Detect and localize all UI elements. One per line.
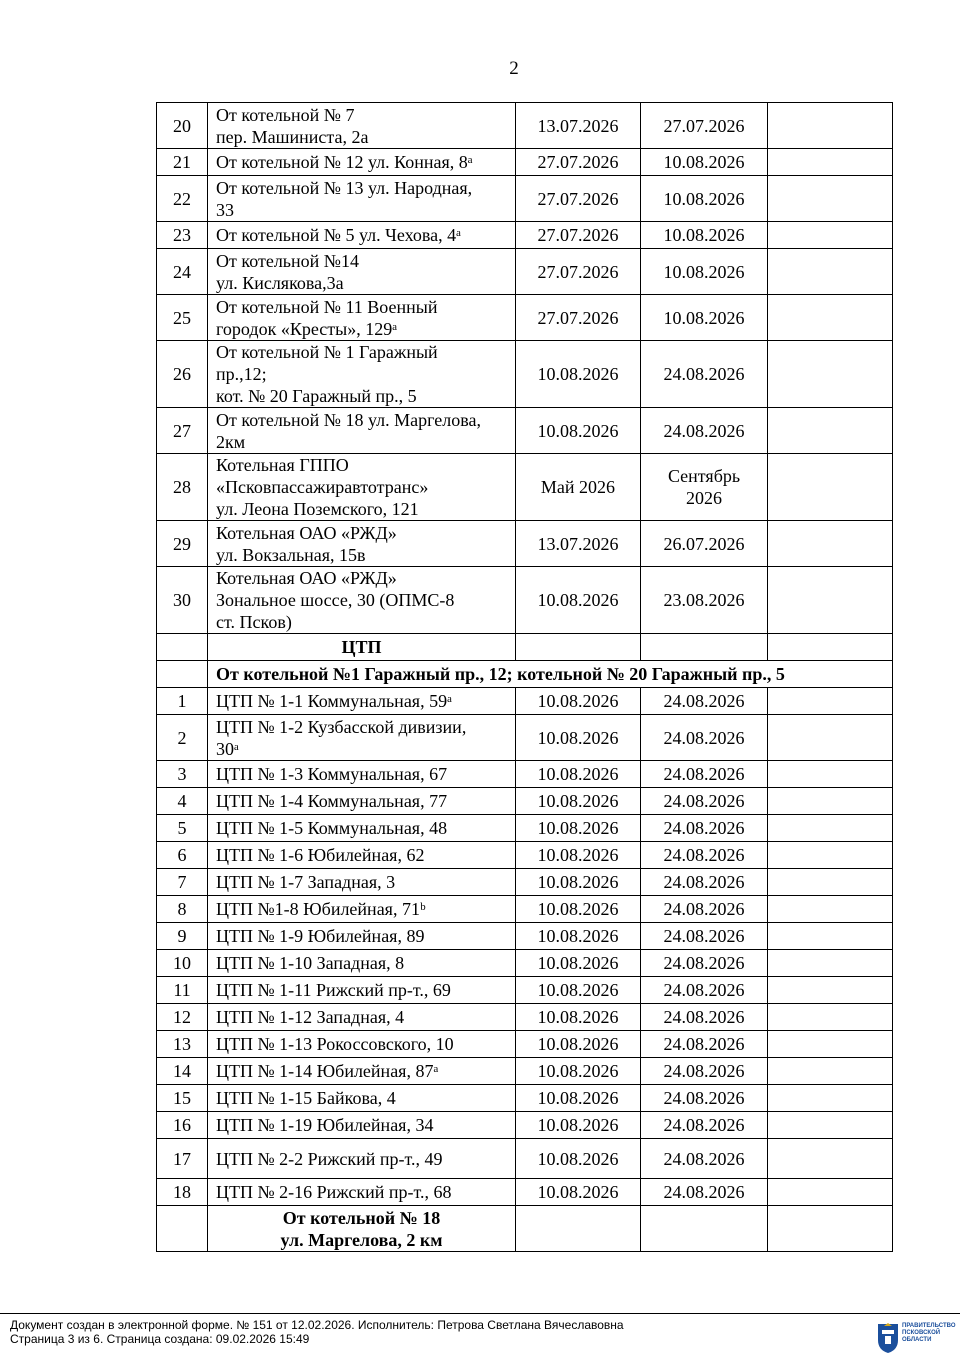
- row-number: 14: [157, 1058, 208, 1085]
- row-note-cell: [768, 869, 893, 896]
- row-number: 12: [157, 1004, 208, 1031]
- row-note-cell: [768, 950, 893, 977]
- row-source: ЦТП № 1-19 Юбилейная, 34: [208, 1112, 516, 1139]
- row-note-cell: [768, 521, 893, 567]
- row-source: От котельной № 11 Военный городок «Кресты», 129ᵃ: [208, 295, 516, 341]
- row-source: ЦТП № 1-1 Коммунальная, 59ᵃ: [208, 688, 516, 715]
- row-note-cell: [768, 896, 893, 923]
- row-end-date: 24.08.2026: [641, 1004, 768, 1031]
- row-number: 25: [157, 295, 208, 341]
- table-row: [157, 815, 893, 842]
- section-empty-cell: [157, 1206, 208, 1252]
- row-number: 24: [157, 249, 208, 295]
- page-number: 2: [509, 58, 519, 79]
- section-empty-cell: [641, 1206, 768, 1252]
- row-end-date: 24.08.2026: [641, 341, 768, 408]
- row-end-date: 10.08.2026: [641, 249, 768, 295]
- row-number: 27: [157, 408, 208, 454]
- row-start-date: 10.08.2026: [516, 1085, 641, 1112]
- row-number: 9: [157, 923, 208, 950]
- row-start-date: 10.08.2026: [516, 842, 641, 869]
- row-start-date: 10.08.2026: [516, 408, 641, 454]
- table-row: [157, 521, 893, 567]
- row-start-date: 27.07.2026: [516, 249, 641, 295]
- row-end-date: 24.08.2026: [641, 1085, 768, 1112]
- table-row: [157, 454, 893, 521]
- row-start-date: 13.07.2026: [516, 521, 641, 567]
- row-note-cell: [768, 842, 893, 869]
- row-number: 17: [157, 1139, 208, 1179]
- row-number: 20: [157, 103, 208, 149]
- row-end-date: 24.08.2026: [641, 715, 768, 761]
- row-start-date: 10.08.2026: [516, 1031, 641, 1058]
- footer-document-info: Документ создан в электронной форме. № 151 от 12.02.2026. Исполнитель: Петрова Светлана Вячеславовна: [10, 1318, 624, 1332]
- row-start-date: 10.08.2026: [516, 788, 641, 815]
- row-note-cell: [768, 454, 893, 521]
- table-row: [157, 1031, 893, 1058]
- row-end-date: 24.08.2026: [641, 1112, 768, 1139]
- row-source: ЦТП № 1-13 Рокоссовского, 10: [208, 1031, 516, 1058]
- row-end-date: 27.07.2026: [641, 103, 768, 149]
- row-note-cell: [768, 977, 893, 1004]
- table-row: [157, 1004, 893, 1031]
- row-source: От котельной № 1 Гаражный пр.,12; кот. № 20 Гаражный пр., 5: [208, 341, 516, 408]
- row-note-cell: [768, 815, 893, 842]
- row-start-date: 10.08.2026: [516, 1058, 641, 1085]
- row-number: 15: [157, 1085, 208, 1112]
- row-source: От котельной № 13 ул. Народная, 33: [208, 176, 516, 222]
- row-source: От котельной № 5 ул. Чехова, 4ᵃ: [208, 222, 516, 249]
- row-start-date: 27.07.2026: [516, 176, 641, 222]
- row-start-date: 10.08.2026: [516, 869, 641, 896]
- row-note-cell: [768, 1031, 893, 1058]
- row-end-date: 26.07.2026: [641, 521, 768, 567]
- row-start-date: 10.08.2026: [516, 567, 641, 634]
- row-source: ЦТП № 1-5 Коммунальная, 48: [208, 815, 516, 842]
- table-row: [157, 567, 893, 634]
- table-row: [157, 341, 893, 408]
- footer: [0, 1313, 960, 1359]
- footer-page-info: Страница 3 из 6. Страница создана: 09.02.2026 15:49: [10, 1332, 310, 1346]
- table-row: [157, 1112, 893, 1139]
- row-note-cell: [768, 103, 893, 149]
- row-start-date: 13.07.2026: [516, 103, 641, 149]
- row-note-cell: [768, 567, 893, 634]
- table-row: [157, 761, 893, 788]
- row-source: Котельная ГППО «Псковпассажиравтотранс» ул. Леона Поземского, 121: [208, 454, 516, 521]
- table-row: [157, 788, 893, 815]
- row-number: 18: [157, 1179, 208, 1206]
- row-number: 16: [157, 1112, 208, 1139]
- row-end-date: Сентябрь 2026: [641, 454, 768, 521]
- row-note-cell: [768, 176, 893, 222]
- row-number: 23: [157, 222, 208, 249]
- row-start-date: 10.08.2026: [516, 950, 641, 977]
- section-empty-cell: [516, 634, 641, 661]
- row-source: Котельная ОАО «РЖД» ул. Вокзальная, 15в: [208, 521, 516, 567]
- row-note-cell: [768, 1112, 893, 1139]
- row-start-date: 10.08.2026: [516, 1139, 641, 1179]
- row-end-date: 24.08.2026: [641, 923, 768, 950]
- row-start-date: 27.07.2026: [516, 222, 641, 249]
- row-number: 28: [157, 454, 208, 521]
- subsection-heading: От котельной №1 Гаражный пр., 12; котельной № 20 Гаражный пр., 5: [208, 661, 893, 688]
- row-end-date: 24.08.2026: [641, 842, 768, 869]
- section-empty-cell: [641, 634, 768, 661]
- row-number: 3: [157, 761, 208, 788]
- row-source: ЦТП №1-8 Юбилейная, 71ᵇ: [208, 896, 516, 923]
- row-start-date: 10.08.2026: [516, 1004, 641, 1031]
- row-end-date: 24.08.2026: [641, 788, 768, 815]
- row-note-cell: [768, 295, 893, 341]
- row-source: От котельной № 18 ул. Маргелова, 2км: [208, 408, 516, 454]
- section-empty-cell: [768, 634, 893, 661]
- row-source: ЦТП № 1-7 Западная, 3: [208, 869, 516, 896]
- row-start-date: 10.08.2026: [516, 761, 641, 788]
- row-start-date: 27.07.2026: [516, 149, 641, 176]
- table-row: [157, 977, 893, 1004]
- row-number: 2: [157, 715, 208, 761]
- row-number: 8: [157, 896, 208, 923]
- row-source: От котельной № 12 ул. Конная, 8ᵃ: [208, 149, 516, 176]
- table-row: [157, 715, 893, 761]
- row-source: ЦТП № 1-4 Коммунальная, 77: [208, 788, 516, 815]
- row-note-cell: [768, 408, 893, 454]
- table-section-row: [157, 634, 893, 661]
- row-end-date: 10.08.2026: [641, 295, 768, 341]
- row-end-date: 24.08.2026: [641, 869, 768, 896]
- section-empty-cell: [516, 1206, 641, 1252]
- table-row: [157, 222, 893, 249]
- table-row: [157, 950, 893, 977]
- table-row: [157, 923, 893, 950]
- row-source: ЦТП № 2-2 Рижский пр-т., 49: [208, 1139, 516, 1179]
- section-empty-cell: [768, 1206, 893, 1252]
- row-end-date: 24.08.2026: [641, 950, 768, 977]
- row-source: ЦТП № 1-2 Кузбасской дивизии, 30ᵃ: [208, 715, 516, 761]
- table-row: [157, 896, 893, 923]
- row-end-date: 24.08.2026: [641, 977, 768, 1004]
- row-source: ЦТП № 1-15 Байкова, 4: [208, 1085, 516, 1112]
- row-note-cell: [768, 923, 893, 950]
- section-empty-cell: [157, 661, 208, 688]
- row-end-date: 24.08.2026: [641, 1139, 768, 1179]
- coat-of-arms-icon: [876, 1322, 900, 1354]
- table-row: [157, 1139, 893, 1179]
- row-start-date: 10.08.2026: [516, 896, 641, 923]
- table-row: [157, 1179, 893, 1206]
- row-end-date: 24.08.2026: [641, 761, 768, 788]
- row-source: От котельной №14 ул. Кислякова,3а: [208, 249, 516, 295]
- row-end-date: 10.08.2026: [641, 222, 768, 249]
- table-row: [157, 149, 893, 176]
- row-note-cell: [768, 1179, 893, 1206]
- row-end-date: 10.08.2026: [641, 149, 768, 176]
- row-number: 13: [157, 1031, 208, 1058]
- table-section-row: [157, 661, 893, 688]
- row-source: ЦТП № 2-16 Рижский пр-т., 68: [208, 1179, 516, 1206]
- section-heading: ЦТП: [208, 634, 516, 661]
- government-logo: [876, 1318, 960, 1358]
- row-note-cell: [768, 715, 893, 761]
- row-note-cell: [768, 1139, 893, 1179]
- row-start-date: 10.08.2026: [516, 815, 641, 842]
- row-end-date: 24.08.2026: [641, 896, 768, 923]
- row-source: ЦТП № 1-3 Коммунальная, 67: [208, 761, 516, 788]
- row-source: ЦТП № 1-6 Юбилейная, 62: [208, 842, 516, 869]
- table-row: [157, 1085, 893, 1112]
- row-number: 30: [157, 567, 208, 634]
- row-end-date: 10.08.2026: [641, 176, 768, 222]
- row-source: ЦТП № 1-10 Западная, 8: [208, 950, 516, 977]
- row-note-cell: [768, 688, 893, 715]
- row-number: 22: [157, 176, 208, 222]
- row-start-date: 10.08.2026: [516, 1112, 641, 1139]
- table-row: [157, 842, 893, 869]
- row-end-date: 24.08.2026: [641, 688, 768, 715]
- table-row: [157, 869, 893, 896]
- row-start-date: 10.08.2026: [516, 977, 641, 1004]
- table-row: [157, 688, 893, 715]
- row-number: 29: [157, 521, 208, 567]
- row-number: 6: [157, 842, 208, 869]
- row-note-cell: [768, 249, 893, 295]
- row-note-cell: [768, 1004, 893, 1031]
- row-note-cell: [768, 341, 893, 408]
- row-start-date: Май 2026: [516, 454, 641, 521]
- table-row: [157, 249, 893, 295]
- row-note-cell: [768, 149, 893, 176]
- row-start-date: 10.08.2026: [516, 715, 641, 761]
- table-row: [157, 1058, 893, 1085]
- section-heading: От котельной № 18 ул. Маргелова, 2 км: [208, 1206, 516, 1252]
- row-end-date: 24.08.2026: [641, 408, 768, 454]
- row-source: Котельная ОАО «РЖД» Зональное шоссе, 30 (ОПМС-8 ст. Псков): [208, 567, 516, 634]
- table-row: [157, 103, 893, 149]
- row-number: 5: [157, 815, 208, 842]
- row-start-date: 10.08.2026: [516, 341, 641, 408]
- row-note-cell: [768, 1058, 893, 1085]
- row-number: 7: [157, 869, 208, 896]
- row-note-cell: [768, 761, 893, 788]
- schedule-table-body: [157, 103, 893, 1252]
- row-start-date: 10.08.2026: [516, 1179, 641, 1206]
- row-source: ЦТП № 1-14 Юбилейная, 87ᵃ: [208, 1058, 516, 1085]
- row-start-date: 10.08.2026: [516, 923, 641, 950]
- table-row: [157, 408, 893, 454]
- row-source: ЦТП № 1-12 Западная, 4: [208, 1004, 516, 1031]
- row-end-date: 23.08.2026: [641, 567, 768, 634]
- row-source: ЦТП № 1-11 Рижский пр-т., 69: [208, 977, 516, 1004]
- row-number: 21: [157, 149, 208, 176]
- row-start-date: 10.08.2026: [516, 688, 641, 715]
- row-end-date: 24.08.2026: [641, 1058, 768, 1085]
- row-number: 26: [157, 341, 208, 408]
- row-number: 1: [157, 688, 208, 715]
- table-row: [157, 295, 893, 341]
- row-source: От котельной № 7 пер. Машиниста, 2а: [208, 103, 516, 149]
- row-note-cell: [768, 222, 893, 249]
- section-empty-cell: [157, 634, 208, 661]
- logo-caption: ПРАВИТЕЛЬСТВО ПСКОВСКОЙ ОБЛАСТИ: [902, 1323, 956, 1343]
- row-start-date: 27.07.2026: [516, 295, 641, 341]
- table-row: [157, 176, 893, 222]
- row-number: 10: [157, 950, 208, 977]
- row-note-cell: [768, 1085, 893, 1112]
- row-end-date: 24.08.2026: [641, 815, 768, 842]
- table-section-row: [157, 1206, 893, 1252]
- row-note-cell: [768, 788, 893, 815]
- row-end-date: 24.08.2026: [641, 1179, 768, 1206]
- schedule-table: [156, 102, 893, 1252]
- row-end-date: 24.08.2026: [641, 1031, 768, 1058]
- row-number: 4: [157, 788, 208, 815]
- row-source: ЦТП № 1-9 Юбилейная, 89: [208, 923, 516, 950]
- row-number: 11: [157, 977, 208, 1004]
